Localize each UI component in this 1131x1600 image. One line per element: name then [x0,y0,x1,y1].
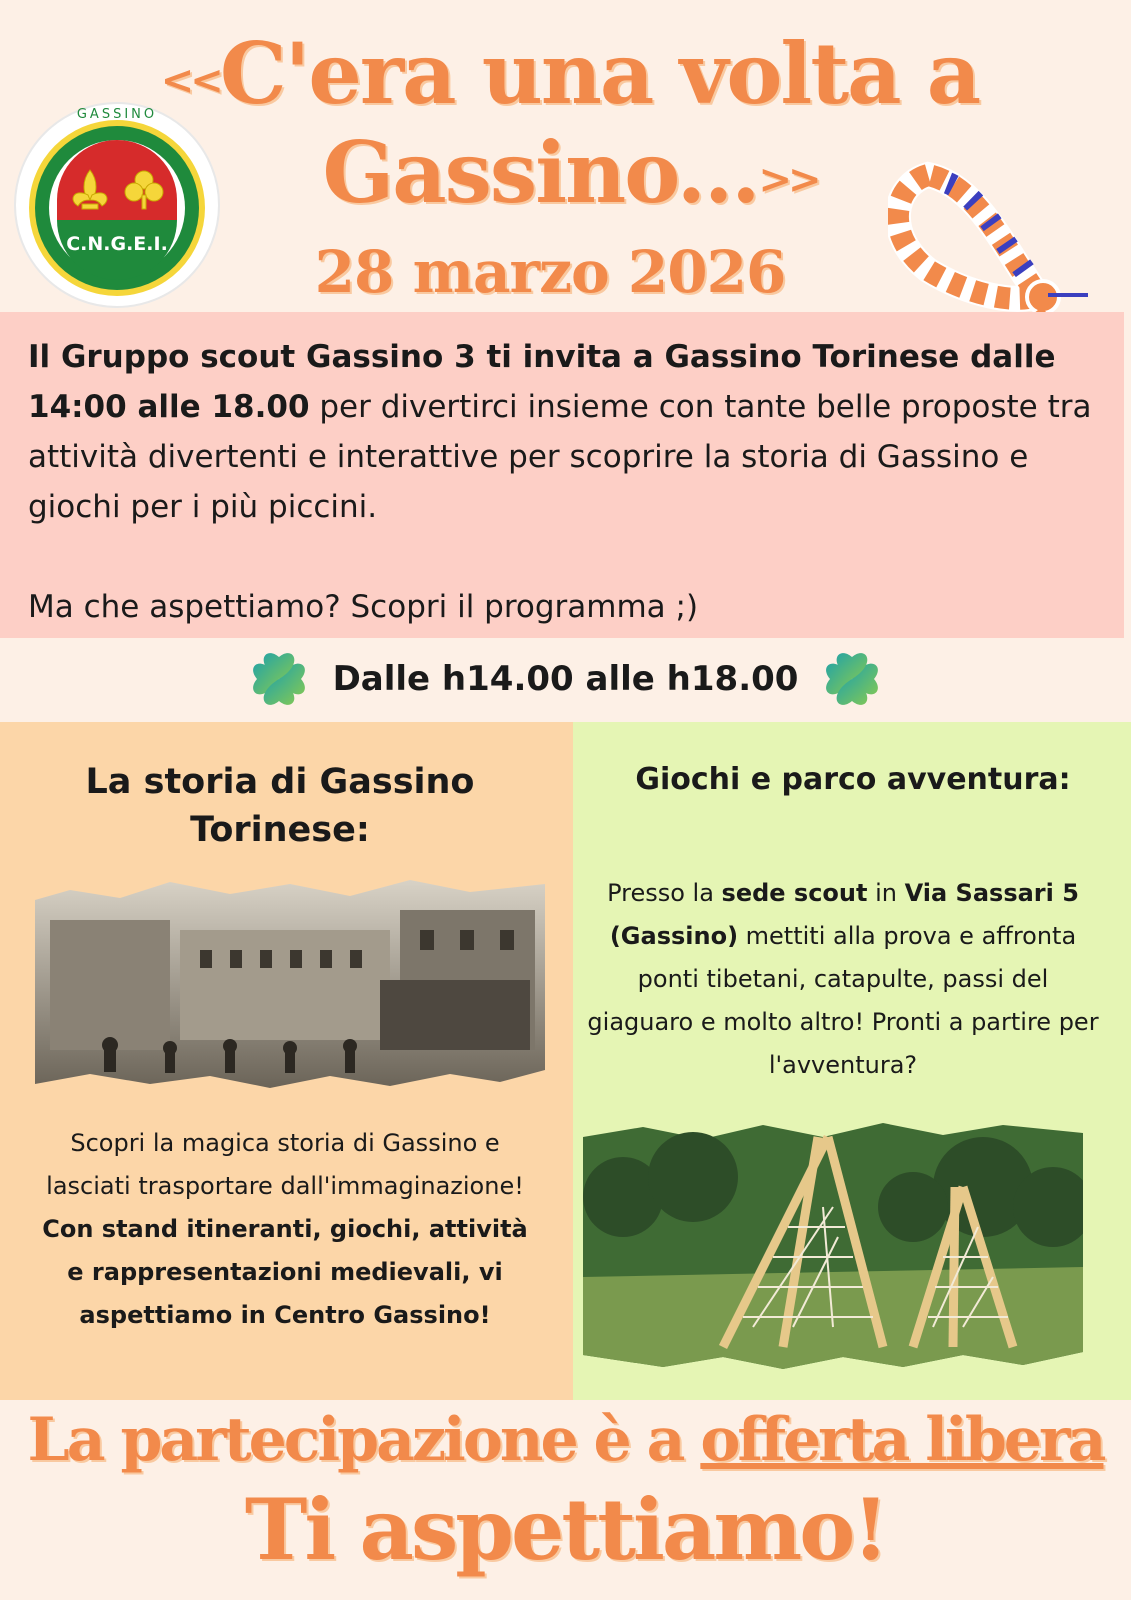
title-text-2: Gassino... [322,123,759,222]
cngei-logo [12,100,222,310]
logo-badge-text: C.N.G.E.I. [66,233,168,255]
adventure-b2: Via Sassari 5 (Gassino) [609,879,1079,950]
participation-note [0,1405,1131,1475]
poster-title [120,24,1020,226]
offerta-libera-text: offerta libera [700,1405,1104,1475]
historic-street-photo [30,870,550,1092]
intro-bold: Il Gruppo scout Gassino 3 ti invita a Gassino Torinese dalle 14:00 alle 18.00 [28,339,1056,425]
intro-paragraph [28,332,1096,532]
history-text-plain: Scopri la magica storia di Gassino e lasciati trasportare dall'immaginazione! [46,1129,524,1200]
hours-label: Dalle h14.00 alle h18.00 [332,659,799,699]
adventure-section [573,722,1131,1400]
adventure-t2: in [867,879,905,907]
intro-rest: per divertirci insieme con tante belle proposte tra attività divertenti e interattive per scoprire la storia di Gassino e giochi per i più piccini. [28,389,1092,525]
history-title: La storia di Gassino Torinese: [85,762,475,850]
closing-line: Ti aspettiamo! [244,1480,887,1579]
participation-prefix: La partecipazione è a [27,1405,701,1475]
intro-block [0,312,1124,638]
adventure-t3: mettiti alla prova e affronta ponti tibetani, catapulte, passi del giaguaro e molto altro! Pronti a partire per l'avventura? [587,922,1099,1079]
title-open-quote: << [160,57,220,104]
logo-top-text: GASSINO [76,107,158,122]
adventure-t1: Presso la [607,879,722,907]
adventure-text [583,872,1103,1087]
title-line-2 [120,123,1020,226]
hours-bar [0,648,1131,710]
title-line-1 [120,24,1020,127]
clover-icon [816,643,888,715]
history-text-bold: Con stand itineranti, giochi, attività e rappresentazioni medievali, vi aspettiamo in Centro Gassino! [42,1215,528,1329]
title-close-quote: >> [758,156,818,203]
history-text [30,1122,540,1337]
event-date: 28 marzo 2026 [314,238,786,306]
intro-cta: Ma che aspettiamo? Scopri il programma ;) [28,589,699,625]
adventure-title: Giochi e parco avventura: [635,762,1071,797]
clover-icon [243,643,315,715]
history-section [0,722,573,1400]
adventure-park-photo [583,1117,1083,1372]
adventure-b1: sede scout [721,879,868,907]
title-text-1: C'era una volta a [219,24,980,123]
